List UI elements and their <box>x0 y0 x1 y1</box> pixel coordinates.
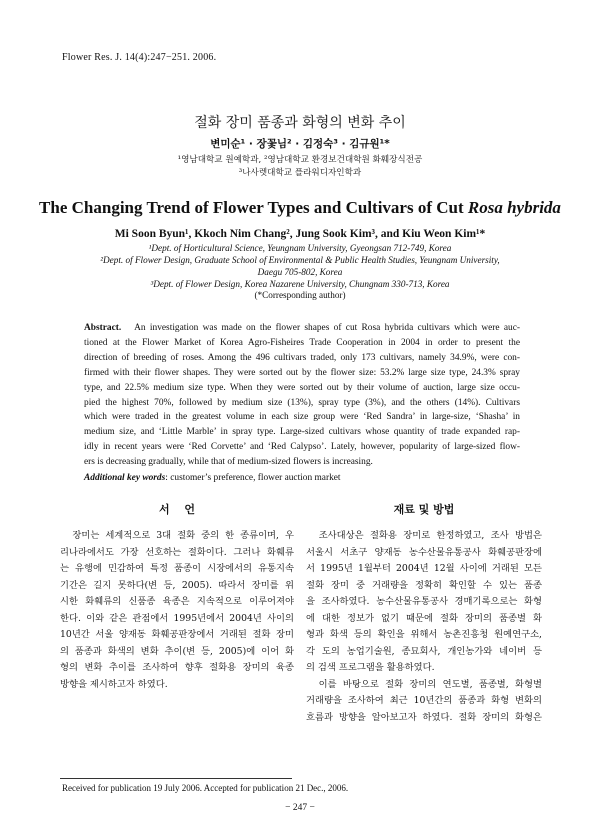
intro-line: 방향을 제시하고자 하였다. <box>60 678 168 690</box>
additional-keywords <box>84 473 341 483</box>
introduction-column <box>60 528 294 693</box>
abstract-line <box>84 321 520 336</box>
keywords-label: Additional key words <box>84 473 166 483</box>
abstract-line-1: tioned at the Flower Market of Korea Agro-Fisheires Trade Cooperation in 2004 in order to present the <box>84 337 520 348</box>
korean-affiliation-2: ³나사렛대학교 플라워디자인학과 <box>238 168 362 178</box>
english-title-main: The Changing Trend of Flower Types and Cultivars of Cut <box>39 198 464 217</box>
abstract-line-8: idly in recent years were ‘Red Corvette’ and ‘Red Calypso’. Lately, however, popularity of large-sized flow- <box>84 442 520 453</box>
methods-line: 서 1995년 1월부터 2004년 12월 사이에 거래된 모든 <box>306 563 542 574</box>
english-affiliation-2-city: Daegu 705-802, Korea <box>257 267 343 277</box>
journal-citation: Flower Res. J. 14(4):247−251. 2006. <box>62 52 217 63</box>
intro-line: 는 유행에 민감하여 특정 품종이 시장에서의 유통지속 <box>60 563 294 574</box>
abstract-line-2: direction of breeding of roses. Among the 496 cultivars traded, only 173 cultivars, namely 34.9%, were con- <box>84 352 520 363</box>
intro-line: 기간은 길지 못하다(변 등, 2005). 따라서 장미를 위 <box>60 579 294 591</box>
abstract-line-3: firmed with their flower shapes. They were sorted out by the flower size: 53.2% large size type, 24.3% spray <box>84 367 520 378</box>
methods-heading: 재료 및 방법 <box>393 503 455 516</box>
intro-line: 의 품종과 화색의 변화 추이(변 등, 2005)에 이어 화 <box>60 645 294 657</box>
methods-line: 거래량을 조사하여 최근 10년간의 품종과 화형 변화의 <box>306 695 542 706</box>
korean-authors: 변미순¹ · 장꽃님² · 김정숙³ · 김규원¹* <box>210 138 390 150</box>
methods-line: 의 검색 프로그램을 활용하였다. <box>306 662 435 673</box>
abstract-line-4: type, and 22.5% medium size type. When they were sorted out by their volume of auction, large size occu- <box>84 382 520 393</box>
methods-line: 이를 바탕으로 절화 장미의 연도별, 품종별, 화형별 <box>306 678 542 690</box>
methods-line: 에 대한 정보가 없기 때문에 절화 장미의 품종별 화 <box>306 612 542 624</box>
english-title <box>0 198 600 218</box>
footnote-divider <box>60 778 292 779</box>
methods-column <box>306 528 542 726</box>
introduction-heading: 서 언 <box>158 503 196 516</box>
methods-line: 절화 장미 중 거래량을 정확히 확인할 수 있는 품종 <box>306 579 542 591</box>
english-affiliation-2: ²Dept. of Flower Design, Graduate School of Environmental & Public Health Studies, Yeungnam University, <box>100 255 500 265</box>
intro-line: 시한 화훼류의 신품종 육종은 지속적으로 이루어져야 <box>60 596 294 607</box>
abstract-line-9: ers is decreasing gradually, while that of medium-sized flowers is increasing. <box>84 457 373 468</box>
abstract-line-7: medium size, and ‘Little Marble’ in spray type. Large-sized cultivars whose quantity of trade expanded rap- <box>84 427 520 438</box>
abstract-line-6: which were traded in the greatest volume in each size group were ‘Red Sandra’ in large-size, ‘Shasha’ in <box>84 412 520 423</box>
publication-footnote: Received for publication 19 July 2006. Accepted for publication 21 Dec., 2006. <box>62 783 349 793</box>
keywords-text: : customer’s preference, flower auction market <box>165 473 341 483</box>
intro-line: 장미는 세계적으로 3대 절화 중의 한 종류이며, 우 <box>60 530 294 541</box>
abstract <box>84 321 520 470</box>
page-number: − 247 − <box>285 803 315 813</box>
intro-line: 10년간 서울 양재동 화훼공판장에서 거래된 절화 장미 <box>60 629 294 640</box>
intro-line: 형의 변화 추이를 조사하여 향후 절화용 장미의 육종 <box>60 662 294 673</box>
korean-title: 절화 장미 품종과 화형의 변화 추이 <box>194 115 406 131</box>
english-affiliation-1: ¹Dept. of Horticultural Science, Yeungnam University, Gyeongsan 712-749, Korea <box>148 243 452 253</box>
english-title-species: Rosa hybrida <box>467 198 561 217</box>
korean-affiliation-1: ¹영남대학교 원예학과, ²영남대학교 환경보건대학원 화훼장식전공 <box>177 155 423 165</box>
methods-line: 서울시 서초구 양재동 농수산물유통공사 화훼공판장에 <box>306 546 542 558</box>
methods-line: 조사대상은 절화용 장미로 한정하였고, 조사 방법은 <box>306 530 542 541</box>
abstract-line-5: pied the highest 70%, followed by medium size (13%), spray type (3%), and the others (14%). Cultivars <box>84 397 520 408</box>
english-authors: Mi Soon Byun¹, Kkoch Nim Chang², Jung Sook Kim³, and Kiu Weon Kim¹* <box>114 228 486 240</box>
english-affiliation-3: ³Dept. of Flower Design, Korea Nazarene University, Chungnam 330-713, Korea <box>150 279 450 289</box>
methods-line: 형과 화색 등의 확인을 위해서 농촌진흥청 원예연구소, <box>306 629 542 640</box>
intro-line: 한다. 이와 같은 관점에서 1995년에서 2004년 사이의 <box>60 612 294 624</box>
abstract-line-0: An investigation was made on the flower shapes of cut Rosa hybrida cultivars which were auc- <box>134 323 521 333</box>
methods-line: 을 조사하였다. 농수산물유통공사 경매기록으로는 화형 <box>306 596 542 607</box>
intro-line: 리나라에서도 가장 선호하는 절화이다. 그러나 화훼류 <box>60 546 294 558</box>
methods-line: 흐름과 방향을 알아보고자 하였다. 절화 장미의 화형은 <box>306 711 542 723</box>
corresponding-author-note: (*Corresponding author) <box>254 290 346 300</box>
methods-line: 각 도의 농업기술원, 종묘회사, 개인농가와 네이버 등 <box>306 645 542 657</box>
abstract-label: Abstract. <box>84 323 122 333</box>
